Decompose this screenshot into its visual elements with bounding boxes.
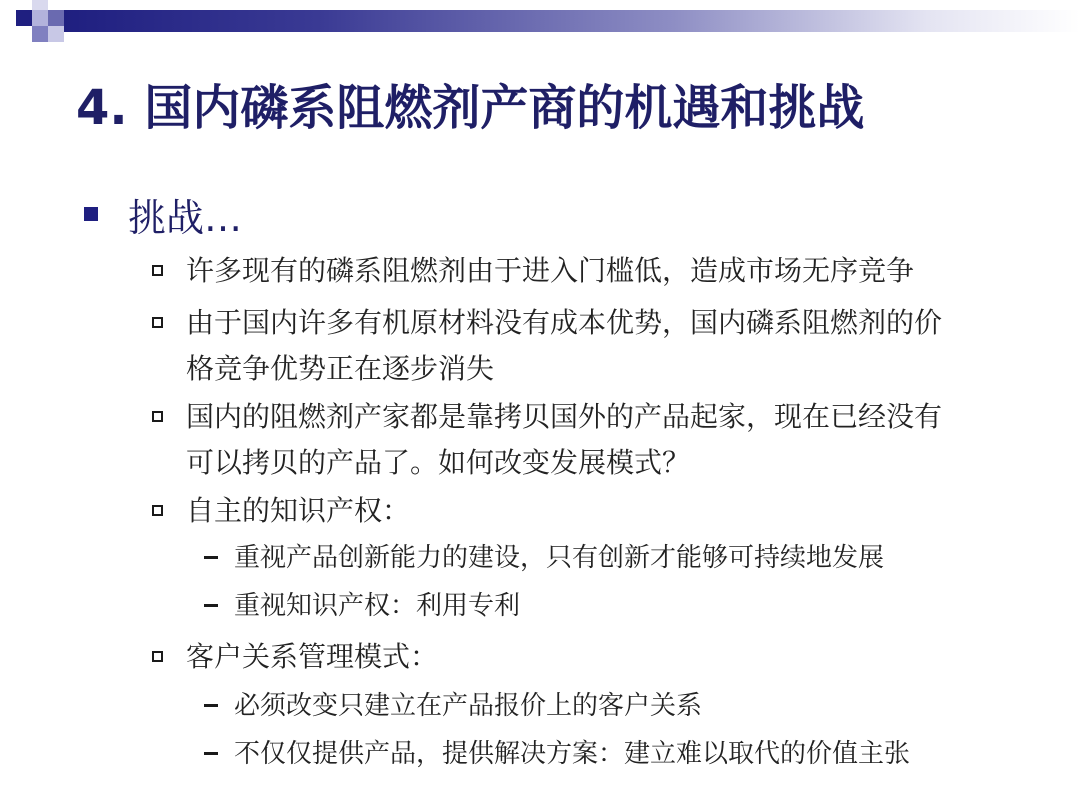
header-decoration: [0, 0, 1080, 48]
list-item-text: 国内的阻燃剂产家都是靠拷贝国外的产品起家，现在已经没有: [186, 400, 943, 433]
sub-list-item: [204, 732, 910, 776]
list-item: [152, 248, 914, 294]
deco-square-icon: [32, 10, 48, 26]
slide-title: 4. 国内磷系阻燃剂产商的机遇和挑战: [76, 80, 865, 136]
hollow-square-bullet-icon: [152, 265, 163, 276]
dash-bullet-icon: [204, 752, 218, 755]
list-item: [152, 394, 942, 486]
list-item-text: 客户关系管理模式：: [186, 640, 439, 673]
sub-list-item-text: 必须改变只建立在产品报价上的客户关系: [234, 691, 703, 721]
sub-list-item-text: 不仅仅提供产品，提供解决方案：建立难以取代的价值主张: [234, 739, 911, 769]
sub-list-item: [204, 584, 520, 628]
deco-square-icon: [48, 10, 64, 26]
list-item-text: 自主的知识产权：: [186, 494, 411, 527]
sub-list-item: [204, 536, 884, 580]
sub-list-item-text: 重视产品创新能力的建设，只有创新才能够可持续地发展: [234, 543, 885, 573]
sub-list-item-text: 重视知识产权：利用专利: [234, 591, 521, 621]
deco-square-icon: [32, 26, 48, 42]
dash-bullet-icon: [204, 704, 218, 707]
hollow-square-bullet-icon: [152, 411, 163, 422]
deco-square-icon: [16, 10, 32, 26]
list-item-text: 由于国内许多有机原材料没有成本优势，国内磷系阻燃剂的价: [186, 306, 943, 339]
list-item: [152, 300, 942, 392]
deco-square-icon: [48, 26, 64, 42]
sub-list-item: [204, 684, 702, 728]
filled-square-bullet-icon: [84, 207, 98, 221]
hollow-square-bullet-icon: [152, 651, 163, 662]
dash-bullet-icon: [204, 604, 218, 607]
hollow-square-bullet-icon: [152, 317, 163, 328]
section-heading: [84, 188, 242, 240]
list-item: [152, 634, 438, 680]
list-item-text: 可以拷贝的产品了。如何改变发展模式？: [186, 446, 691, 479]
list-item: [152, 488, 410, 534]
list-item-text: 许多现有的磷系阻燃剂由于进入门槛低，造成市场无序竞争: [186, 254, 915, 287]
deco-square-icon: [32, 0, 48, 10]
hollow-square-bullet-icon: [152, 505, 163, 516]
section-label: 挑战…: [128, 195, 243, 240]
header-gradient-bar: [64, 10, 1080, 32]
dash-bullet-icon: [204, 556, 218, 559]
list-item-text: 格竞争优势正在逐步消失: [186, 352, 495, 385]
